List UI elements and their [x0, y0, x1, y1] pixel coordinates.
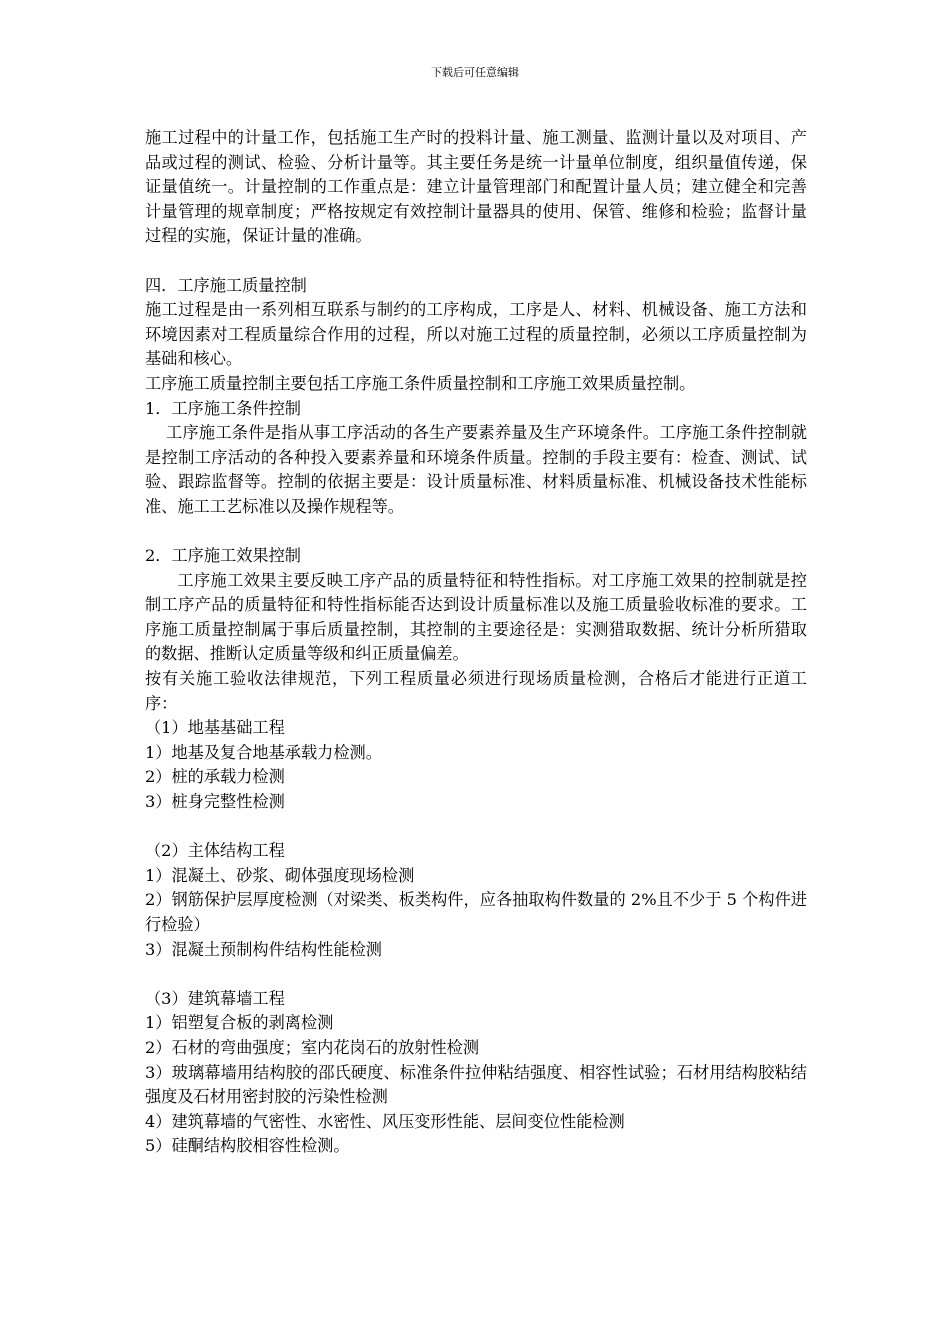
- list-item: 3）混凝土预制构件结构性能检测: [145, 939, 382, 959]
- list-item: 3）玻璃幕墙用结构胶的邵氏硬度、标准条件拉伸粘结强度、相容性试验；石材用结构胶粘结强度及石材用密封胶的污染性检测: [145, 1062, 807, 1107]
- heading-process-quality: 四．工序施工质量控制: [145, 275, 307, 295]
- heading-effect-control: 2．工序施工效果控制: [145, 546, 301, 566]
- paragraph-inspection-intro: 按有关施工验收法律规范，下列工程质量必须进行现场质量检测，合格后才能进行正道工序：: [145, 669, 807, 713]
- list-item: 1）铝塑复合板的剥离检测: [145, 1013, 334, 1033]
- paragraph-measurement: 施工过程中的计量工作，包括施工生产时的投料计量、施工测量、监测计量以及对项目、产品或过程的测试、检验、分析计量等。其主要任务是统一计量单位制度，组织量值传递，保证量值统一。计量控制的工作重点是：建立计量管理部门和配置计量人员；建立健全和完善计量管理的规章制度；严格按规定有效控制计量器具的使用、保管、维修和检验；监督计量过程的实施，保证计量的准确。: [145, 128, 807, 246]
- blank-line: [145, 962, 807, 987]
- list-item: 1）混凝土、砂浆、砌体强度现场检测: [145, 865, 415, 885]
- list-item: 2）石材的弯曲强度；室内花岗石的放射性检测: [145, 1037, 480, 1057]
- paragraph-effect-control: 工序施工效果主要反映工序产品的质量特征和特性指标。对工序施工效果的控制就是控制工序产品的质量特征和特性指标能否达到设计质量标准以及施工质量验收标准的要求。工序施工质量控制属于事后质量控制，其控制的主要途径是：实测猎取数据、统计分析所猎取的数据、推断认定质量等级和纠正质量偏差。: [145, 570, 807, 664]
- blank-line: [145, 520, 807, 545]
- list-item: 2）桩的承载力检测: [145, 767, 285, 787]
- list-item: 4）建筑幕墙的气密性、水密性、风压变形性能、层间变位性能检测: [145, 1111, 625, 1131]
- section-title-foundation: （1）地基基础工程: [145, 718, 285, 738]
- heading-condition-control: 1．工序施工条件控制: [145, 398, 301, 418]
- list-item: 1）地基及复合地基承载力检测。: [145, 742, 382, 762]
- section-title-curtain-wall: （3）建筑幕墙工程: [145, 988, 285, 1008]
- blank-line: [145, 815, 807, 840]
- blank-line: [145, 249, 807, 274]
- paragraph-process-scope: 工序施工质量控制主要包括工序施工条件质量控制和工序施工效果质量控制。: [145, 373, 696, 393]
- paragraph-process-intro: 施工过程是由一系列相互联系与制约的工序构成，工序是人、材料、机械设备、施工方法和环境因素对工程质量综合作用的过程，所以对施工过程的质量控制，必须以工序质量控制为基础和核心。: [145, 300, 807, 369]
- paragraph-condition-control: 工序施工条件是指从事工序活动的各生产要素养量及生产环境条件。工序施工条件控制就是控制工序活动的各种投入要素养量和环境条件质量。控制的手段主要有：检查、测试、试验、跟踪监督等。控制的依据主要是：设计质量标准、材料质量标准、机械设备技术性能标准、施工工艺标准以及操作规程等。: [145, 423, 807, 516]
- section-title-main-structure: （2）主体结构工程: [145, 841, 285, 861]
- list-item: 3）桩身完整性检测: [145, 792, 285, 812]
- list-item: 2）钢筋保护层厚度检测（对梁类、板类构件，应各抽取构件数量的 2%且不少于 5 个构件进行检验）: [145, 890, 807, 934]
- page-header: 下载后可任意编辑: [431, 66, 519, 79]
- list-item: 5）硅酮结构胶相容性检测。: [145, 1136, 350, 1156]
- document-body: [145, 126, 807, 1159]
